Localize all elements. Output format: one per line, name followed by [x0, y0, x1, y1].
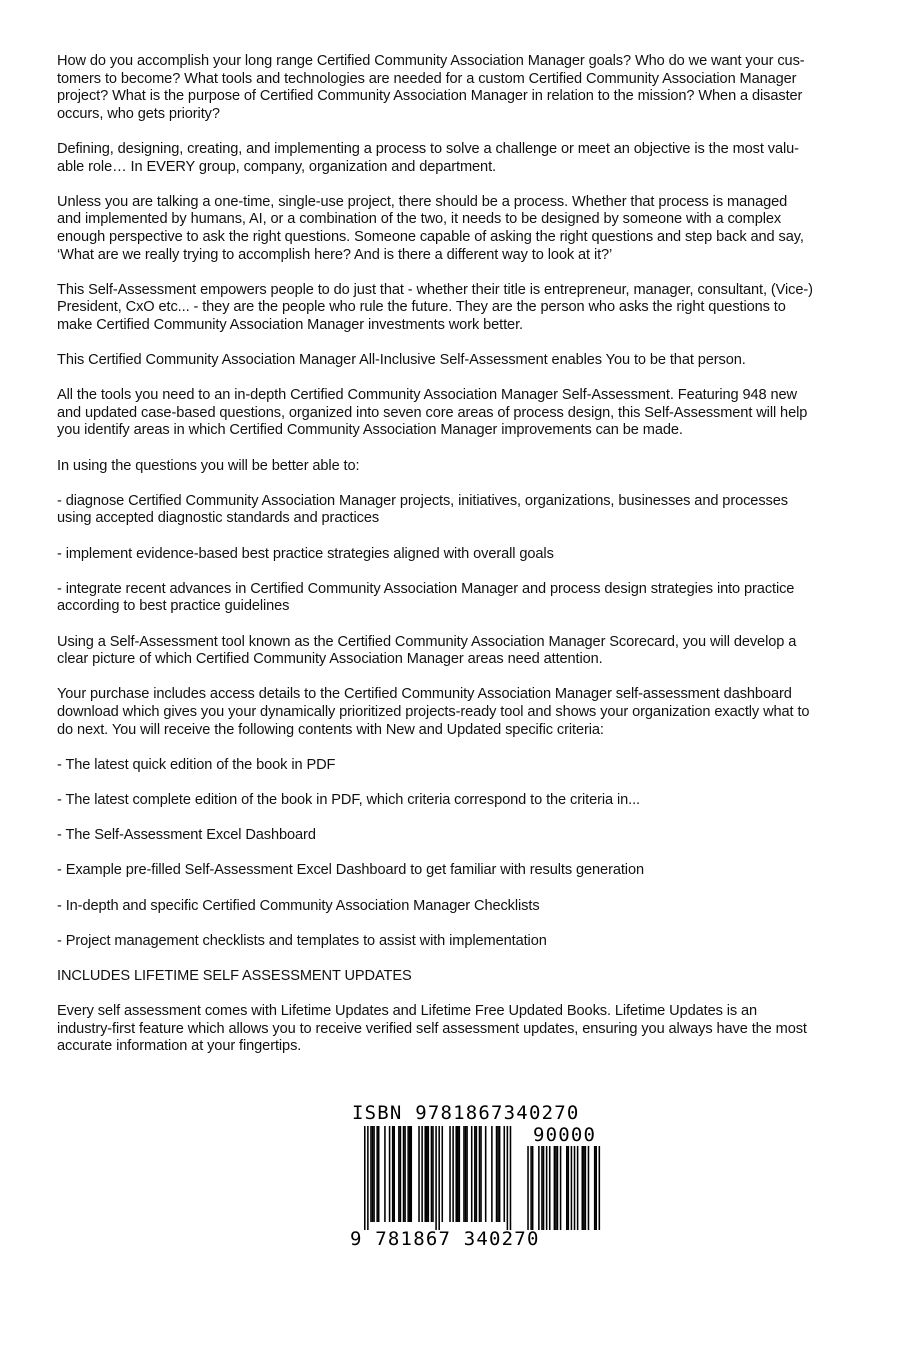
barcode-bar: [504, 1126, 506, 1222]
barcode-bar: [372, 1126, 374, 1222]
list-item-diagnose: - diagnose Certified Community Association Manager projects, initiatives, organizations, businesses and processes using accepted diagnostic standards and practices: [57, 492, 788, 527]
addon-bar: [555, 1146, 557, 1230]
addon-bar: [574, 1146, 576, 1230]
addon-bar: [557, 1146, 559, 1230]
addon-bar: [568, 1146, 570, 1230]
barcode-addon-digits: 90000: [533, 1124, 597, 1146]
barcode-bar: [411, 1126, 413, 1222]
barcode-bar: [457, 1126, 459, 1222]
barcode-guard-bar: [367, 1126, 369, 1230]
paragraph-process-design: Unless you are talking a one-time, single-use project, there should be a process. Whether that process is managed and implemented by humans, AI, or a combination of the two, it needs to be designed by someone with a complex enough perspective to ask the right questions. Someone capable of asking the right questions and step back and say, ‘What are we really trying to accomplish here? And is there a different way to look at it?’: [57, 193, 804, 263]
addon-bar: [543, 1146, 545, 1230]
barcode-bar: [496, 1126, 498, 1222]
barcode-bar: [442, 1126, 444, 1222]
barcode-bar: [370, 1126, 372, 1222]
heading-lifetime-updates: INCLUDES LIFETIME SELF ASSESSMENT UPDATES: [57, 967, 412, 984]
list-item-integrate: - integrate recent advances in Certified Community Association Manager and process design strategies into practice according to best practice guidelines: [57, 580, 795, 615]
paragraph-purchase: Your purchase includes access details to the Certified Community Association Manager self-assessment dashboard download which gives you your dynamically prioritized projects-ready tool and shows your organization exactly what to do next. You will receive the following contents with New and Updated specific criteria:: [57, 686, 810, 738]
barcode-bar: [376, 1126, 378, 1222]
barcode-bar: [392, 1126, 394, 1222]
paragraph-tools: All the tools you need to an in-depth Certified Community Association Manager Self-Assessment. Featuring 948 new and updated case-based questions, organized into seven core areas of process design, this Self-Assessment will help you identify areas in which Certified Community Association Manager improvements can be made.: [57, 387, 808, 439]
barcode-bar: [378, 1126, 380, 1222]
barcode-bar: [455, 1126, 457, 1222]
barcode-bar: [485, 1126, 487, 1222]
list-item-excel-dashboard: - The Self-Assessment Excel Dashboard: [57, 827, 316, 844]
barcode-bar: [393, 1126, 395, 1222]
list-item-complete-edition: - The latest complete edition of the book in PDF, which criteria correspond to the criteria in...: [57, 791, 640, 808]
addon-bar: [549, 1146, 551, 1230]
barcode-bar: [421, 1126, 423, 1222]
barcode-bar: [491, 1126, 493, 1222]
barcode-bar: [403, 1126, 405, 1222]
barcode-guard-bar: [435, 1126, 437, 1230]
barcode-bar: [474, 1126, 476, 1222]
barcode-bar: [476, 1126, 478, 1222]
addon-bar: [571, 1146, 573, 1230]
list-item-implement: - implement evidence-based best practice strategies aligned with overall goals: [57, 545, 554, 562]
barcode-bar: [428, 1126, 430, 1222]
barcode-bar: [373, 1126, 375, 1222]
addon-bar: [599, 1146, 601, 1230]
description-text: [57, 53, 827, 1073]
barcode-bar: [409, 1126, 411, 1222]
paragraph-intro-questions: How do you accomplish your long range Certified Community Association Manager goals? Who do we want your cus- tomers to become? What tools and technologies are needed for a custom Certified Community Association Manager project? What is the purpose of Certified Community Association Manager in relation to the mission? When a disaster occurs, who gets priority?: [57, 53, 805, 122]
barcode-bar: [452, 1126, 454, 1222]
barcode-guard-bar: [364, 1126, 366, 1230]
barcode-bar: [431, 1126, 433, 1222]
barcode-bar: [466, 1126, 468, 1222]
barcode-bar: [389, 1126, 391, 1222]
addon-bar: [566, 1146, 568, 1230]
barcode-bars: [350, 1102, 610, 1230]
barcode-bar: [479, 1126, 481, 1222]
addon-bar: [582, 1146, 584, 1230]
barcode-bar: [499, 1126, 501, 1222]
addon-bar: [588, 1146, 590, 1230]
paragraph-scorecard: Using a Self-Assessment tool known as the Certified Community Association Manager Scorecard, you will develop a clear picture of which Certified Community Association Manager areas need attention.: [57, 633, 797, 668]
barcode-digits: 9 781867 340270: [350, 1228, 540, 1250]
barcode-bar: [384, 1126, 386, 1222]
paragraph-using-questions: In using the questions you will be better able to:: [57, 457, 360, 474]
isbn-barcode: [350, 1102, 610, 1252]
paragraph-process-role: Defining, designing, creating, and implementing a process to solve a challenge or meet an objective is the most valu- able role… In EVERY group, company, organization and department.: [57, 140, 799, 175]
paragraph-empowers: This Self-Assessment empowers people to do just that - whether their title is entrepreneur, manager, consultant, (Vice-) President, CxO etc... - they are the people who rule the future. They are the person who asks the right questions to make Certified Community Association Manager investments work better.: [57, 281, 813, 333]
barcode-bar: [449, 1126, 451, 1222]
paragraph-lifetime-updates: Every self assessment comes with Lifetime Updates and Lifetime Free Updated Books. Lifetime Updates is an industry-first feature which allows you to receive verified self assessment updates, ensuring you always have the most accurate information at your fingertips.: [57, 1003, 807, 1055]
barcode-bar: [459, 1126, 461, 1222]
isbn-label: ISBN 9781867340270: [352, 1102, 580, 1124]
barcode-guard-bar: [438, 1126, 440, 1230]
barcode-guard-bar: [510, 1126, 512, 1230]
barcode-bar: [426, 1126, 428, 1222]
addon-bar: [585, 1146, 587, 1230]
barcode-bar: [407, 1126, 409, 1222]
barcode-bar: [400, 1126, 402, 1222]
addon-bar: [532, 1146, 534, 1230]
barcode-bar: [418, 1126, 420, 1222]
addon-bar: [541, 1146, 543, 1230]
barcode-bar: [404, 1126, 406, 1222]
list-item-templates: - Project management checklists and templates to assist with implementation: [57, 932, 547, 949]
addon-bar: [527, 1146, 529, 1230]
addon-bar: [583, 1146, 585, 1230]
addon-bar: [595, 1146, 597, 1230]
addon-bar: [546, 1146, 548, 1230]
addon-bar: [530, 1146, 532, 1230]
barcode-bar: [497, 1126, 499, 1222]
barcode-bar: [432, 1126, 434, 1222]
barcode-bar: [463, 1126, 465, 1222]
addon-bar: [538, 1146, 540, 1230]
barcode-bar: [424, 1126, 426, 1222]
barcode-bar: [398, 1126, 400, 1222]
addon-bar: [560, 1146, 562, 1230]
addon-bar: [594, 1146, 596, 1230]
list-item-quick-edition: - The latest quick edition of the book in PDF: [57, 756, 336, 773]
barcode-bar: [465, 1126, 467, 1222]
barcode-guard-bar: [507, 1126, 509, 1230]
addon-bar: [554, 1146, 556, 1230]
barcode-bar: [480, 1126, 482, 1222]
barcode-bar: [471, 1126, 473, 1222]
addon-bar: [577, 1146, 579, 1230]
list-item-example-dashboard: - Example pre-filled Self-Assessment Excel Dashboard to get familiar with results generation: [57, 862, 644, 879]
list-item-checklists: - In-depth and specific Certified Community Association Manager Checklists: [57, 897, 540, 914]
paragraph-enables: This Certified Community Association Manager All-Inclusive Self-Assessment enables You to be that person.: [57, 352, 746, 369]
